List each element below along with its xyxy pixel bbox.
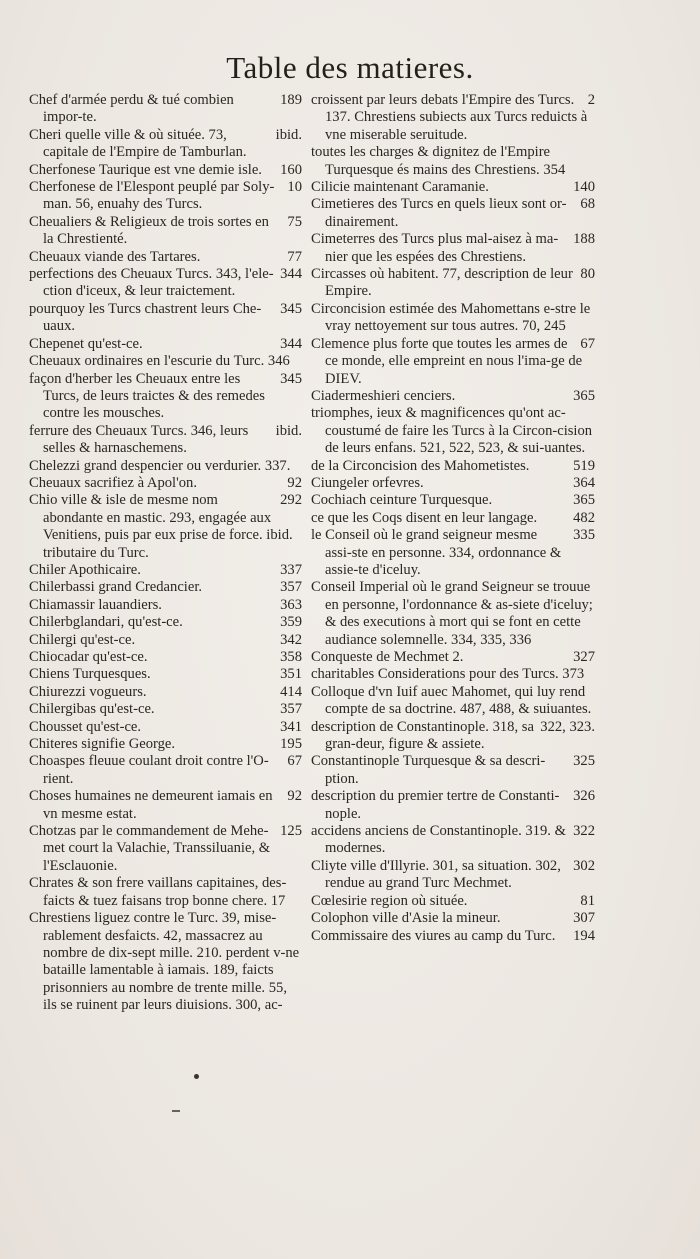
index-entry-text: charitables Considerations pour des Turcs. 373: [311, 666, 585, 683]
index-entry-page: 92: [287, 474, 302, 491]
index-entry-text: Chilerbglandari, qu'est-ce.: [29, 614, 183, 631]
index-entry-page: 140: [573, 179, 595, 196]
index-entry-text: Chiocadar qu'est-ce.: [29, 649, 148, 665]
index-entry-page: 344: [280, 335, 302, 352]
index-entry: [29, 614, 302, 631]
index-entry-page: 77: [287, 248, 302, 265]
index-entry-text: Chiurezzi vogueurs.: [29, 683, 147, 700]
index-entry-text: Cliyte ville d'Illyrie. 301, sa situation. 302, rendue au grand Turc Mechmet.: [311, 857, 561, 892]
index-entry: [29, 458, 302, 475]
index-entry-page: 326: [573, 788, 595, 805]
index-entry-page: 92: [287, 788, 302, 805]
index-entry: [311, 458, 595, 475]
index-entry: [29, 562, 302, 579]
index-entry-text: croissent par leurs debats l'Empire des Turcs. 137. Chrestiens subiects aux Turcs reduicts à vne miserable seruitude.: [311, 92, 588, 143]
index-entry-text: Chrestiens liguez contre le Turc. 39, mise-rablement desfaicts. 42, massacrez au nombre de dix-sept mille. 210. perdent v-ne bataille lamentable à iamais. 189, faicts prisonniers au nombre de trente mille. 55, ils se ruinent par leurs diuisions. 300, ac-: [29, 910, 300, 1014]
index-entry-text: accidens anciens de Constantinople. 319. & modernes.: [311, 823, 566, 857]
index-entry-page: 194: [573, 927, 595, 944]
index-entry: [311, 301, 595, 336]
index-entry-page: 344: [280, 266, 302, 283]
index-entry-page: 75: [287, 213, 302, 230]
index-entry-text: Chepenet qu'est-ce.: [29, 335, 143, 352]
index-entry-page: 357: [280, 579, 302, 596]
index-entry-text: Ciungeler orfevres.: [311, 474, 424, 491]
index-entry-page: 188: [573, 231, 595, 248]
index-entry-page: 345: [280, 300, 302, 317]
index-entry-text: Chelezzi grand despencier ou verdurier. 337.: [29, 457, 291, 474]
index-entry: [29, 666, 302, 683]
index-entry-text: ce que les Coqs disent en leur langage.: [311, 509, 538, 526]
index-entry-text: Chiamassir lauandiers.: [29, 596, 162, 613]
index-entry-page: 519: [573, 457, 595, 474]
index-entry-text: description de Constantinople. 318, sa gran-deur, figure & assiete.: [311, 718, 534, 753]
index-entry: [29, 579, 302, 596]
index-entry: [29, 301, 302, 336]
index-entry-text: Chilergi qu'est-ce.: [29, 631, 136, 648]
index-entry-page: 342: [280, 631, 302, 648]
index-entry-page: 359: [280, 614, 302, 631]
index-entry: [29, 701, 302, 718]
index-entry-text: Circasses où habitent. 77, description de leur Empire.: [311, 266, 573, 300]
index-entry-text: Chousset qu'est-ce.: [29, 718, 142, 735]
index-entry-text: Conseil Imperial où le grand Seigneur se trouue en personne, l'ordonnance & as-siete d'iceluy; & des executions à mort qui se font en cette audiance solemnelle. 334, 335, 336: [311, 579, 593, 648]
index-entry-page: 81: [580, 892, 595, 909]
index-entry-text: Chiteres signifie George.: [29, 736, 176, 753]
index-entry-text: Cherfonese de l'Elespont peuplé par Soly-man. 56, enuahy des Turcs.: [29, 179, 275, 213]
index-entry: [311, 753, 595, 788]
index-entry-text: ferrure des Cheuaux Turcs. 346, leurs selles & harnaschemens.: [29, 422, 249, 457]
index-entry: [311, 92, 595, 144]
index-entry: [29, 753, 302, 788]
index-entry-page: 307: [573, 910, 595, 927]
index-entry-text: le Conseil où le grand seigneur mesme assi-ste en personne. 334, ordonnance & assie-te d'iceluy.: [311, 527, 562, 578]
index-entry-text: triomphes, ieux & magnificences qu'ont ac-coustumé de faire les Turcs à la Circon-cision de leurs enfans. 521, 522, 523, & sui-uantes.: [311, 405, 593, 457]
index-entry-text: Cœlesirie region où située.: [311, 892, 468, 909]
index-entry-page: 68: [580, 196, 595, 213]
index-entry: [311, 527, 595, 579]
index-entry: [29, 179, 302, 214]
index-entry: [29, 492, 302, 562]
index-entry-page: 160: [280, 161, 302, 178]
index-entry: [29, 649, 302, 666]
index-entry-text: Colloque d'vn Iuif auec Mahomet, qui luy rend compte de sa doctrine. 487, 488, & suiuantes.: [311, 683, 592, 718]
index-entry-page: 363: [280, 596, 302, 613]
index-entry-text: Cimeterres des Turcs plus mal-aisez à ma-nier que les espées des Chrestiens.: [311, 231, 559, 265]
index-entry-text: Cochiach ceinture Turquesque.: [311, 492, 493, 509]
index-entry: [311, 823, 595, 858]
index-entry-text: description du premier tertre de Constanti-nople.: [311, 788, 560, 822]
index-entry-page: 365: [573, 387, 595, 404]
index-entry: [311, 858, 595, 893]
index-entry: [311, 510, 595, 527]
index-entry: [311, 649, 595, 666]
index-entry-page: 325: [573, 753, 595, 770]
index-entry-page: 414: [280, 683, 302, 700]
index-entry: [311, 893, 595, 910]
index-entry-page: 189: [280, 92, 302, 108]
index-entry-page: 322: [573, 823, 595, 840]
index-entry: [29, 214, 302, 249]
index-entry: [29, 353, 302, 370]
page-title: Table des matieres.: [226, 50, 474, 85]
index-entry: [311, 336, 595, 388]
index-entry-page: 302: [573, 857, 595, 874]
index-entry-text: Chotzas par le commandement de Mehe-met court la Valachie, Transsiluanie, & l'Esclauonie.: [29, 823, 271, 874]
index-entry-page: 125: [280, 823, 302, 840]
index-entry-text: Cherfonese Taurique est vne demie isle.: [29, 161, 262, 178]
index-entry-page: 80: [580, 266, 595, 283]
index-entry: [311, 405, 595, 457]
index-entry: [29, 162, 302, 179]
index-entry-text: Chef d'armée perdu & tué combien impor-te.: [29, 92, 234, 126]
index-entry: [311, 144, 595, 179]
index-entry-page: 365: [573, 492, 595, 509]
index-entry-text: Cheuaux viande des Tartares.: [29, 248, 201, 265]
index-entry: [311, 788, 595, 823]
index-entry-text: Choses humaines ne demeurent iamais en vn mesme estat.: [29, 788, 273, 822]
index-entry: [311, 388, 595, 405]
index-entry-page: ibid.: [275, 126, 302, 143]
index-entry: [29, 736, 302, 753]
index-entry: [311, 266, 595, 301]
index-entry-text: Chiens Turquesques.: [29, 666, 151, 683]
index-entry: [29, 632, 302, 649]
index-entry-text: Cilicie maintenant Caramanie.: [311, 179, 489, 196]
index-entry-text: Cheualiers & Religieux de trois sortes en la Chrestienté.: [29, 213, 269, 248]
index-entry-page: 337: [280, 561, 302, 578]
index-entry: [311, 231, 595, 266]
index-entry-text: Clemence plus forte que toutes les armes de ce monde, elle empreint en nous l'ima-ge de DIEV.: [311, 335, 583, 387]
index-entry: [311, 666, 595, 683]
index-entry: [29, 823, 302, 875]
index-entry-page: 67: [287, 753, 302, 770]
index-entry: [29, 475, 302, 492]
index-entry-page: 335: [573, 527, 595, 544]
index-entry-text: toutes les charges & dignitez de l'Empire Turquesque és mains des Chrestiens. 354: [311, 144, 566, 178]
index-entry: [29, 127, 302, 162]
index-entry-page: 67: [580, 335, 595, 352]
index-entry-text: Chio ville & isle de mesme nom abondante en mastic. 293, engagée aux Venitiens, puis par eux prise de force. ibid. tributaire du Turc.: [29, 492, 293, 561]
ink-dot: [194, 1074, 199, 1079]
index-entry: [29, 788, 302, 823]
index-entry-text: Cheri quelle ville & où située. 73, capitale de l'Empire de Tamburlan.: [29, 126, 247, 161]
index-entry: [29, 266, 302, 301]
index-entry-text: Constantinople Turquesque & sa descri-ption.: [311, 753, 546, 787]
left-column: [29, 92, 302, 1015]
index-entry-text: Chrates & son frere vaillans capitaines, des-faicts & tuez faisans trop bonne chere. 17: [29, 875, 287, 909]
index-entry: [311, 910, 595, 927]
index-entry-text: Circoncision estimée des Mahomettans e-stre le vray nettoyement sur tous autres. 70, 245: [311, 300, 591, 335]
index-entry: [29, 92, 302, 127]
index-entry-page: 292: [280, 492, 302, 509]
index-entry-page: 195: [280, 736, 302, 753]
index-entry-text: Cheuaux sacrifiez à Apol'on.: [29, 474, 197, 491]
index-entry-text: Choaspes fleuue coulant droit contre l'O-rient.: [29, 753, 269, 787]
index-entry: [311, 719, 595, 754]
index-entry-page: 351: [280, 666, 302, 683]
index-entry-text: Chilerbassi grand Credancier.: [29, 579, 203, 596]
index-entry-page: 482: [573, 509, 595, 526]
index-entry-text: Ciadermeshieri cenciers.: [311, 387, 456, 404]
index-entry-page: 357: [280, 701, 302, 718]
index-entry-page: 327: [573, 649, 595, 665]
index-entry-text: façon d'herber les Cheuaux entre les Turcs, de leurs traictes & des remedes contre les mousches.: [29, 370, 265, 422]
index-entry-text: Commissaire des viures au camp du Turc.: [311, 927, 556, 944]
index-entry: [29, 684, 302, 701]
index-entry: [311, 179, 595, 196]
index-entry: [29, 719, 302, 736]
index-entry-text: Cheuaux ordinaires en l'escurie du Turc. 346: [29, 353, 290, 370]
index-entry-page: ibid.: [275, 422, 302, 439]
index-entry-text: pourquoy les Turcs chastrent leurs Che-uaux.: [29, 300, 262, 335]
index-entry: [29, 875, 302, 910]
index-entry-page: 10: [287, 179, 302, 196]
index-entry: [29, 336, 302, 353]
index-entry: [311, 475, 595, 492]
index-entry: [311, 196, 595, 231]
index-entry-page: 2: [587, 92, 595, 108]
index-entry-text: de la Circoncision des Mahometistes.: [311, 457, 530, 474]
index-entry-text: Conqueste de Mechmet 2.: [311, 649, 464, 665]
index-entry: [29, 597, 302, 614]
index-entry-text: Cimetieres des Turcs en quels lieux sont or-dinairement.: [311, 196, 567, 230]
index-entry-page: 341: [280, 718, 302, 735]
index-entry: [311, 579, 595, 649]
index-entry-page: 322, 323.: [540, 718, 595, 735]
index-entry: [311, 492, 595, 509]
index-entry-text: Colophon ville d'Asie la mineur.: [311, 910, 501, 927]
index-entry: [29, 423, 302, 458]
index-entry: [311, 928, 595, 945]
index-entry: [29, 249, 302, 266]
index-entry: [29, 371, 302, 423]
index-entry-text: perfections des Cheuaux Turcs. 343, l'ele-ction d'iceux, & leur traictement.: [29, 266, 274, 300]
index-entry-page: 364: [573, 474, 595, 491]
ink-mark: [172, 1110, 180, 1112]
index-entry-page: 358: [280, 649, 302, 665]
index-entry: [311, 684, 595, 719]
right-column: [311, 92, 595, 945]
index-entry-text: Chilergibas qu'est-ce.: [29, 701, 155, 718]
index-entry: [29, 910, 302, 1014]
index-entry-text: Chiler Apothicaire.: [29, 561, 141, 578]
index-entry-page: 345: [280, 370, 302, 387]
